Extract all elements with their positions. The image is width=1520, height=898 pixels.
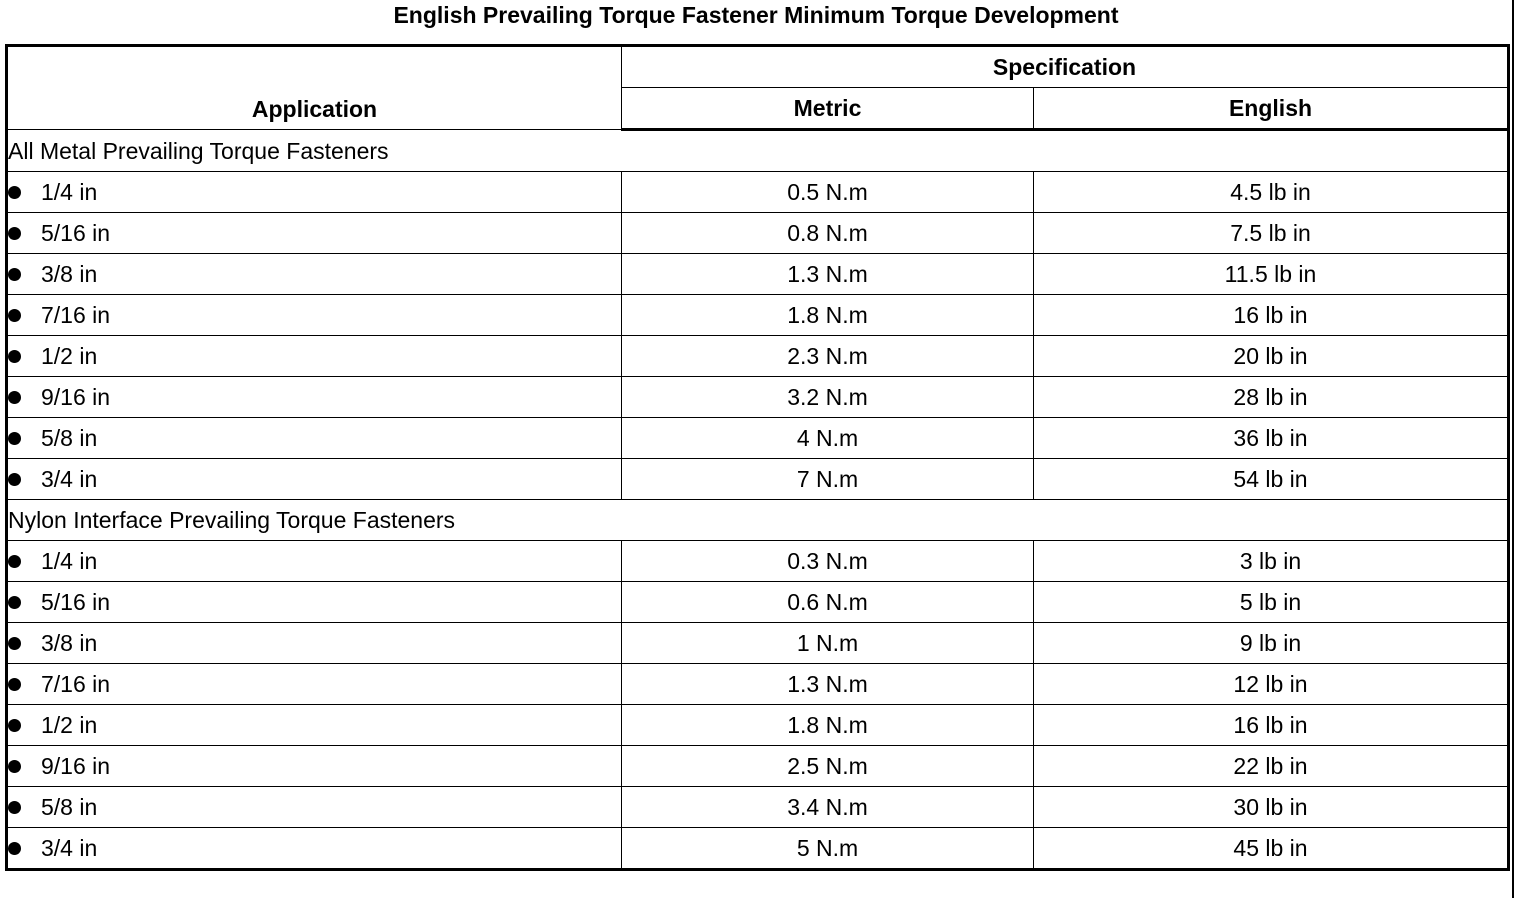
application-cell [7, 828, 622, 870]
fastener-size: 5/8 in [41, 425, 98, 451]
bullet-icon [8, 678, 21, 691]
metric-value-cell: 1.3 N.m [622, 664, 1034, 705]
application-cell [7, 787, 622, 828]
english-value-cell: 11.5 lb in [1034, 254, 1509, 295]
fastener-size: 3/8 in [41, 261, 98, 287]
table-row [7, 705, 1509, 746]
application-cell [7, 623, 622, 664]
bullet-icon [8, 555, 21, 568]
right-border-rule [1512, 0, 1514, 898]
table-row [7, 459, 1509, 500]
table-row [7, 664, 1509, 705]
bullet-icon [8, 186, 21, 199]
group-label: Nylon Interface Prevailing Torque Fasteners [7, 500, 1509, 541]
bullet-icon [8, 596, 21, 609]
table-row [7, 377, 1509, 418]
group-header-row [7, 500, 1509, 541]
metric-value-cell: 4 N.m [622, 418, 1034, 459]
table-row [7, 582, 1509, 623]
english-value-cell: 54 lb in [1034, 459, 1509, 500]
english-value-cell: 30 lb in [1034, 787, 1509, 828]
metric-value-cell: 3.4 N.m [622, 787, 1034, 828]
bullet-icon [8, 473, 21, 486]
application-cell [7, 418, 622, 459]
fastener-size: 1/2 in [41, 343, 98, 369]
fastener-size: 3/4 in [41, 835, 98, 861]
english-value-cell: 22 lb in [1034, 746, 1509, 787]
fastener-size: 9/16 in [41, 753, 111, 779]
application-cell [7, 541, 622, 582]
specification-column-header: Specification [622, 46, 1509, 88]
metric-value-cell: 0.3 N.m [622, 541, 1034, 582]
application-cell [7, 336, 622, 377]
application-cell [7, 295, 622, 336]
application-cell [7, 213, 622, 254]
bullet-icon [8, 350, 21, 363]
metric-value-cell: 5 N.m [622, 828, 1034, 870]
fastener-size: 3/4 in [41, 466, 98, 492]
english-value-cell: 4.5 lb in [1034, 172, 1509, 213]
page-title: English Prevailing Torque Fastener Minimum Torque Development [393, 2, 1119, 28]
application-cell [7, 459, 622, 500]
application-cell [7, 746, 622, 787]
fastener-size: 3/8 in [41, 630, 98, 656]
metric-value-cell: 2.5 N.m [622, 746, 1034, 787]
bullet-icon [8, 268, 21, 281]
metric-value-cell: 2.3 N.m [622, 336, 1034, 377]
english-value-cell: 12 lb in [1034, 664, 1509, 705]
application-cell [7, 377, 622, 418]
fastener-size: 5/8 in [41, 794, 98, 820]
group-label: All Metal Prevailing Torque Fasteners [7, 130, 1509, 172]
fastener-size: 1/4 in [41, 548, 98, 574]
metric-value-cell: 0.5 N.m [622, 172, 1034, 213]
table-row [7, 418, 1509, 459]
fastener-size: 7/16 in [41, 302, 111, 328]
table-body [7, 130, 1509, 870]
table-row [7, 541, 1509, 582]
metric-value-cell: 1.8 N.m [622, 705, 1034, 746]
metric-value-cell: 0.6 N.m [622, 582, 1034, 623]
metric-value-cell: 1 N.m [622, 623, 1034, 664]
fastener-size: 5/16 in [41, 589, 111, 615]
torque-spec-table [5, 44, 1510, 871]
metric-value-cell: 7 N.m [622, 459, 1034, 500]
table-row [7, 336, 1509, 377]
table-row [7, 828, 1509, 870]
fastener-size: 5/16 in [41, 220, 111, 246]
table-row [7, 295, 1509, 336]
metric-value-cell: 1.3 N.m [622, 254, 1034, 295]
metric-value-cell: 1.8 N.m [622, 295, 1034, 336]
table-header [7, 46, 1509, 130]
bullet-icon [8, 391, 21, 404]
bullet-icon [8, 842, 21, 855]
english-value-cell: 45 lb in [1034, 828, 1509, 870]
english-value-cell: 20 lb in [1034, 336, 1509, 377]
fastener-size: 1/4 in [41, 179, 98, 205]
table-row [7, 787, 1509, 828]
fastener-size: 1/2 in [41, 712, 98, 738]
fastener-size: 7/16 in [41, 671, 111, 697]
bullet-icon [8, 719, 21, 732]
table-row [7, 746, 1509, 787]
bullet-icon [8, 637, 21, 650]
group-header-row [7, 130, 1509, 172]
application-cell [7, 664, 622, 705]
english-value-cell: 7.5 lb in [1034, 213, 1509, 254]
bullet-icon [8, 309, 21, 322]
application-cell [7, 254, 622, 295]
bullet-icon [8, 760, 21, 773]
english-value-cell: 9 lb in [1034, 623, 1509, 664]
english-value-cell: 3 lb in [1034, 541, 1509, 582]
table-row [7, 172, 1509, 213]
table-row [7, 254, 1509, 295]
application-column-header: Application [7, 46, 622, 130]
bullet-icon [8, 432, 21, 445]
metric-column-header: Metric [622, 88, 1034, 130]
application-cell [7, 705, 622, 746]
english-value-cell: 16 lb in [1034, 705, 1509, 746]
table-row [7, 213, 1509, 254]
application-cell [7, 172, 622, 213]
table-row [7, 623, 1509, 664]
english-column-header: English [1034, 88, 1509, 130]
fastener-size: 9/16 in [41, 384, 111, 410]
metric-value-cell: 3.2 N.m [622, 377, 1034, 418]
bullet-icon [8, 227, 21, 240]
application-cell [7, 582, 622, 623]
bullet-icon [8, 801, 21, 814]
english-value-cell: 36 lb in [1034, 418, 1509, 459]
english-value-cell: 5 lb in [1034, 582, 1509, 623]
english-value-cell: 16 lb in [1034, 295, 1509, 336]
metric-value-cell: 0.8 N.m [622, 213, 1034, 254]
english-value-cell: 28 lb in [1034, 377, 1509, 418]
